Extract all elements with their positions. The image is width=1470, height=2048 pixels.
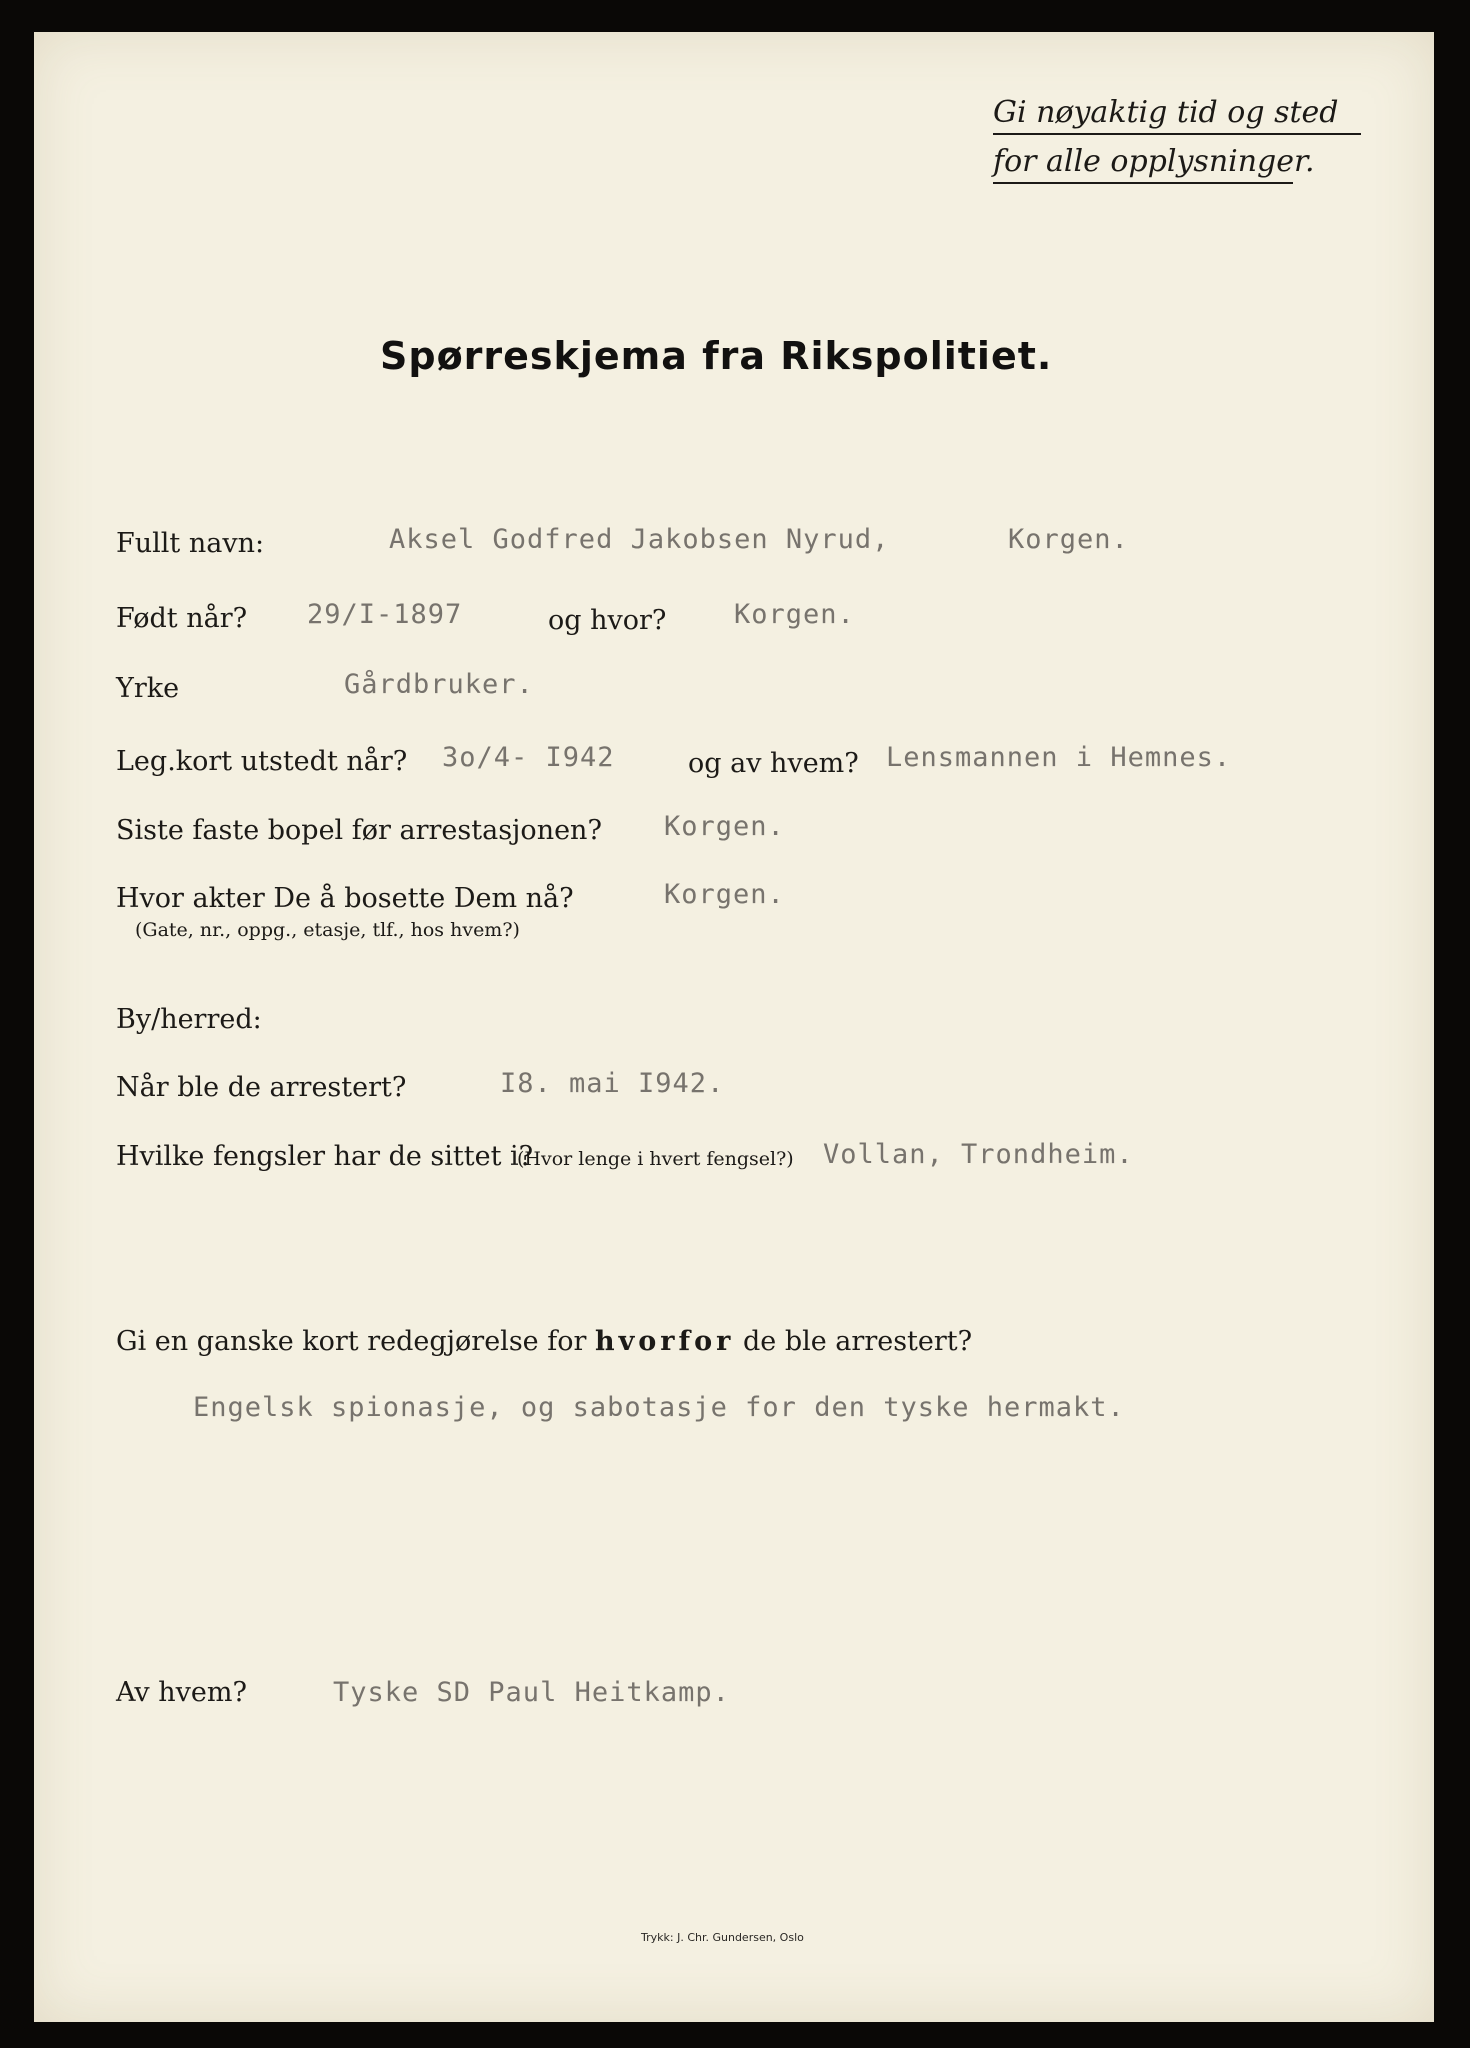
future-residence-value: Korgen. bbox=[664, 879, 785, 910]
form-title: Spørreskjema fra Rikspolitiet. bbox=[380, 334, 1053, 378]
born-where-value: Korgen. bbox=[734, 599, 855, 630]
full-name-value: Aksel Godfred Jakobsen Nyrud, bbox=[389, 524, 890, 555]
by-whom-label: Av hvem? bbox=[116, 1677, 247, 1708]
future-residence-label: Hvor akter De å bosette Dem nå? bbox=[116, 883, 574, 914]
last-residence-label: Siste faste bopel før arrestasjonen? bbox=[116, 815, 602, 846]
born-where-label: og hvor? bbox=[548, 605, 667, 636]
born-date-value: 29/I-1897 bbox=[307, 599, 463, 630]
instruction-underline-2 bbox=[993, 182, 1293, 184]
instruction-line-2: for alle opplysninger. bbox=[993, 144, 1315, 179]
questionnaire-form bbox=[34, 32, 1434, 2022]
occupation-value: Gårdbruker. bbox=[344, 669, 534, 700]
id-card-by-label: og av hvem? bbox=[688, 748, 859, 779]
reason-value: Engelsk spionasje, og sabotasje for den tyske hermakt. bbox=[193, 1392, 1125, 1423]
occupation-label: Yrke bbox=[116, 673, 180, 704]
future-residence-sublabel: (Gate, nr., oppg., etasje, tlf., hos hvem?) bbox=[135, 919, 520, 941]
arrested-value: I8. mai I942. bbox=[500, 1068, 725, 1099]
by-whom-value: Tyske SD Paul Heitkamp. bbox=[333, 1677, 730, 1708]
prisons-sublabel: (Hvor lenge i hvert fengsel?) bbox=[517, 1148, 794, 1170]
id-card-label: Leg.kort utstedt når? bbox=[116, 746, 408, 777]
born-label: Født når? bbox=[116, 603, 248, 634]
full-name-label: Fullt navn: bbox=[116, 528, 265, 559]
instruction-line-1: Gi nøyaktig tid og sted bbox=[993, 95, 1339, 130]
last-residence-value: Korgen. bbox=[664, 811, 785, 842]
full-name-place-value: Korgen. bbox=[1008, 524, 1129, 555]
instruction-underline-1 bbox=[993, 133, 1361, 135]
printer-imprint: Trykk: J. Chr. Gundersen, Oslo bbox=[641, 1931, 804, 1944]
reason-label-emphasis: hvorfor bbox=[594, 1326, 735, 1357]
prisons-value: Vollan, Trondheim. bbox=[823, 1139, 1134, 1170]
arrested-label: Når ble de arrestert? bbox=[116, 1072, 407, 1103]
id-card-date-value: 3o/4- I942 bbox=[442, 742, 615, 773]
municipality-label: By/herred: bbox=[116, 1004, 262, 1035]
reason-label bbox=[116, 1328, 972, 1355]
id-card-by-value: Lensmannen i Hemnes. bbox=[886, 742, 1232, 773]
prisons-label: Hvilke fengsler har de sittet i? bbox=[116, 1141, 534, 1172]
reason-label-pre: Gi en ganske kort redegjørelse for bbox=[116, 1326, 587, 1357]
reason-label-post: de ble arrestert? bbox=[742, 1326, 973, 1357]
